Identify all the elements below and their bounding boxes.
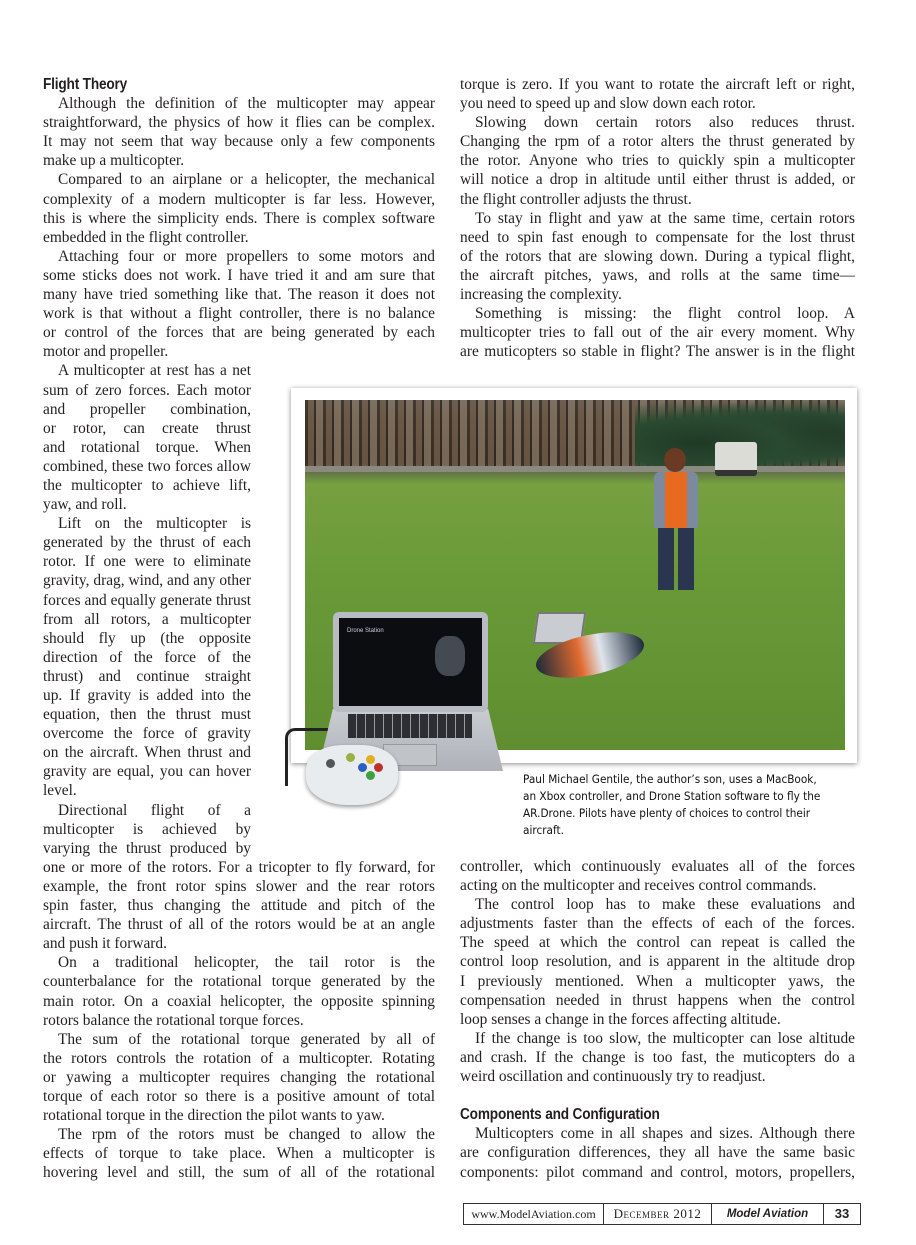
- laptop-screen: [339, 618, 482, 706]
- footer-url[interactable]: www.ModelAviation.com: [464, 1204, 604, 1224]
- text-line: Multicopters come in all shapes and sizes. Although there: [475, 1125, 855, 1143]
- text-line: forces and equally generate thrust: [43, 591, 251, 609]
- text-line: counterbalance for the rotational torque generated by the: [43, 973, 435, 991]
- text-line: the flight controller adjusts the thrust.: [460, 190, 692, 208]
- text-line: are configuration differences, they all have the same basic: [460, 1144, 855, 1162]
- text-line: The speed at which the control can repeat is called the: [460, 934, 855, 952]
- paragraph: [460, 304, 855, 361]
- text-line: Changing the rpm of a rotor alters the thrust generated by: [460, 133, 855, 151]
- text-line: To stay in flight and yaw at the same time, certain rotors: [475, 209, 855, 227]
- paragraph: [43, 1030, 435, 1125]
- text-line: torque is zero. If you want to rotate the aircraft left or right,: [460, 76, 855, 93]
- text-line: loop senses a change in the forces affecting altitude.: [460, 1010, 781, 1028]
- text-line: The sum of the rotational torque generated by all of: [58, 1030, 435, 1048]
- text-line: sum of zero forces. Each motor: [43, 381, 251, 399]
- paragraph: [460, 895, 855, 1029]
- footer-issue: December 2012: [604, 1204, 712, 1224]
- paragraph: [43, 170, 435, 246]
- text-line: level.: [43, 782, 77, 800]
- text-line: motor and propeller.: [43, 343, 169, 361]
- suv: [715, 442, 757, 476]
- drone-graphic: [435, 636, 465, 676]
- text-line: one or more of the rotors. For a tricopter to fly forward, for: [43, 858, 435, 876]
- text-line: the multicopter to achieve lift,: [43, 476, 251, 494]
- text-line: and propeller combination,: [43, 400, 251, 418]
- text-line: multicopter is achieved by: [43, 820, 251, 838]
- text-line: Directional flight of a: [58, 801, 251, 819]
- macbook: [333, 612, 488, 712]
- text-line: you need to speed up and slow down each rotor.: [460, 95, 756, 113]
- road: [305, 466, 845, 472]
- text-line: Lift on the multicopter is: [58, 515, 251, 533]
- paragraph: [43, 94, 435, 170]
- text-line: gravity, drag, wind, and any other: [43, 572, 251, 590]
- text-line: acting on the multicopter and receives control commands.: [460, 877, 817, 895]
- text-line: Attaching four or more propellers to some motors and: [58, 247, 435, 265]
- text-line: many have tried something like that. The reason it does not: [43, 286, 435, 304]
- text-line: rotors balance the rotational torque forces.: [43, 1011, 304, 1029]
- right-column-top: [460, 75, 855, 361]
- text-line: controller, which continuously evaluates all of the forces: [460, 858, 855, 875]
- text-line: Compared to an airplane or a helicopter, the mechanical: [58, 171, 435, 189]
- section-heading: Components and Configuration: [460, 1106, 660, 1124]
- text-line: complexity of a modern multicopter is far less. However,: [43, 190, 435, 208]
- text-line: gravity are equal, you can hover: [43, 763, 251, 781]
- text-line: spin faster, thus changing the attitude and pitch of the: [43, 897, 435, 915]
- text-line: increasing the complexity.: [460, 286, 622, 304]
- text-line: Although the definition of the multicopter may appear: [58, 95, 435, 113]
- text-line: this is where the simplicity ends. There is complex software: [43, 209, 435, 227]
- text-line: rotational torque in the direction the pilot wants to yaw.: [43, 1107, 385, 1125]
- text-line: up. If gravity is added into the: [43, 687, 251, 704]
- text-line: need to spin fast enough to compensate for the lost thrust: [460, 228, 855, 246]
- text-line: are muticopters so stable in flight? The answer is in the flight: [460, 343, 855, 361]
- text-line: straightforward, the physics of how it flies can be complex.: [43, 114, 435, 132]
- text-line: overcome the force of gravity: [43, 725, 251, 743]
- page-number: 33: [834, 1206, 850, 1221]
- text-line: example, the front rotor spins slower and the rear rotors: [43, 877, 435, 895]
- text-line: and crash. If the change is too fast, the muticopters do a: [460, 1048, 855, 1066]
- text-line: of the rotors that are slowing down. During a typical flight,: [460, 247, 855, 265]
- text-line: yaw, and roll.: [43, 496, 127, 514]
- text-line: combined, these two forces allow: [43, 457, 251, 475]
- paragraph: [460, 209, 855, 304]
- text-line: On a traditional helicopter, the tail rotor is the: [58, 954, 435, 972]
- photo-caption: Paul Michael Gentile, the author’s son, uses a MacBook, an Xbox controller, and Drone Station software to fly the AR.Drone. Pilots have plenty of choices to control their aircraft.: [523, 773, 821, 837]
- text-line: Something is missing: the flight control loop. A: [475, 305, 855, 323]
- paragraph: [460, 1124, 855, 1181]
- page-footer: [463, 1203, 861, 1225]
- text-line: hovering level and still, the sum of all of the rotational: [43, 1164, 435, 1182]
- text-line: the rotor. Anyone who tries to quickly spin a multicopter: [460, 152, 855, 170]
- footer-magazine: Model Aviation: [712, 1204, 824, 1224]
- paragraph: [460, 857, 855, 895]
- text-line: A multicopter at rest has a net: [58, 362, 251, 380]
- text-line: adjustments faster than the effects of each of the forces.: [460, 915, 855, 933]
- paragraph: [43, 953, 435, 1029]
- text-line: should fly up (the opposite: [43, 629, 251, 647]
- paragraph: [43, 247, 435, 362]
- text-line: from all rotors, a multicopter: [43, 610, 251, 628]
- text-line: Slowing down certain rotors also reduces thrust.: [475, 114, 855, 132]
- right-column-bottom: [460, 857, 855, 1182]
- text-line: the aircraft pitches, yaws, and rolls at the same time—: [460, 266, 855, 284]
- text-line: embedded in the flight controller.: [43, 228, 249, 246]
- text-line: on the aircraft. When thrust and: [43, 744, 251, 762]
- text-line: some sticks does not work. I have tried it and am sure that: [43, 266, 435, 284]
- text-line: main rotor. On a coaxial helicopter, the opposite spinning: [43, 992, 435, 1010]
- text-line: The control loop has to make these evaluations and: [475, 896, 855, 914]
- laptop-keyboard: [348, 714, 472, 738]
- paragraph: [43, 801, 435, 954]
- text-line: multicopter tries to fall out of the air every moment. Why: [460, 324, 855, 342]
- paragraph: [43, 1125, 435, 1182]
- text-line: aircraft. The thrust of all of the rotors would be at an angle: [43, 916, 435, 934]
- text-line: or rotor, can create thrust: [43, 419, 251, 437]
- text-line: It may not seem that way because only a few components: [43, 133, 435, 151]
- paragraph: [460, 1029, 855, 1086]
- text-line: torque of each rotor so there is a positive amount of total: [43, 1087, 435, 1105]
- text-line: varying the thrust produced by: [43, 839, 251, 857]
- text-line: make up a multicopter.: [43, 152, 185, 170]
- text-line: equation, then the thrust must: [43, 706, 251, 724]
- text-line: If the change is too slow, the multicopter can lose altitude: [475, 1029, 855, 1047]
- screen-title: Drone Station: [347, 628, 384, 634]
- text-line: and push it forward.: [43, 935, 167, 953]
- text-line: direction of the force of the: [43, 648, 251, 666]
- xbox-controller: [306, 745, 398, 805]
- text-line: will notice a drop in altitude until either thrust is added, or: [460, 171, 855, 189]
- text-line: the rotors controls the rotation of a multicopter. Rotating: [43, 1049, 435, 1067]
- text-line: or yawing a multicopter requires changing the rotational: [43, 1068, 435, 1086]
- paragraph: [460, 113, 855, 208]
- text-line: thrust) and continue straight: [43, 667, 251, 685]
- text-line: control loop resolution, and is apparent in the altitude drop: [460, 953, 855, 971]
- text-line: effects of torque to take place. When a multicopter is: [43, 1145, 435, 1163]
- text-line: work is that without a flight controller, there is no balance: [43, 305, 435, 323]
- text-line: compensation needed in thrust happens when the control: [460, 991, 855, 1009]
- section-heading: Flight Theory: [43, 76, 128, 93]
- text-line: and rotational torque. When: [43, 438, 251, 456]
- paragraph: [460, 75, 855, 113]
- text-line: generated by the thrust of each: [43, 534, 251, 552]
- text-line: or control of the forces that are being generated by each: [43, 324, 435, 342]
- text-line: I previously mentioned. When a multicopter yaws, the: [460, 972, 855, 990]
- text-line: components: pilot command and control, motors, propellers,: [460, 1163, 855, 1181]
- text-line: rotor. If one were to eliminate: [43, 553, 251, 571]
- text-line: The rpm of the rotors must be changed to allow the: [58, 1126, 435, 1144]
- boy-pilot: [648, 448, 704, 598]
- text-line: weird oscillation and continuously try to readjust.: [460, 1068, 766, 1086]
